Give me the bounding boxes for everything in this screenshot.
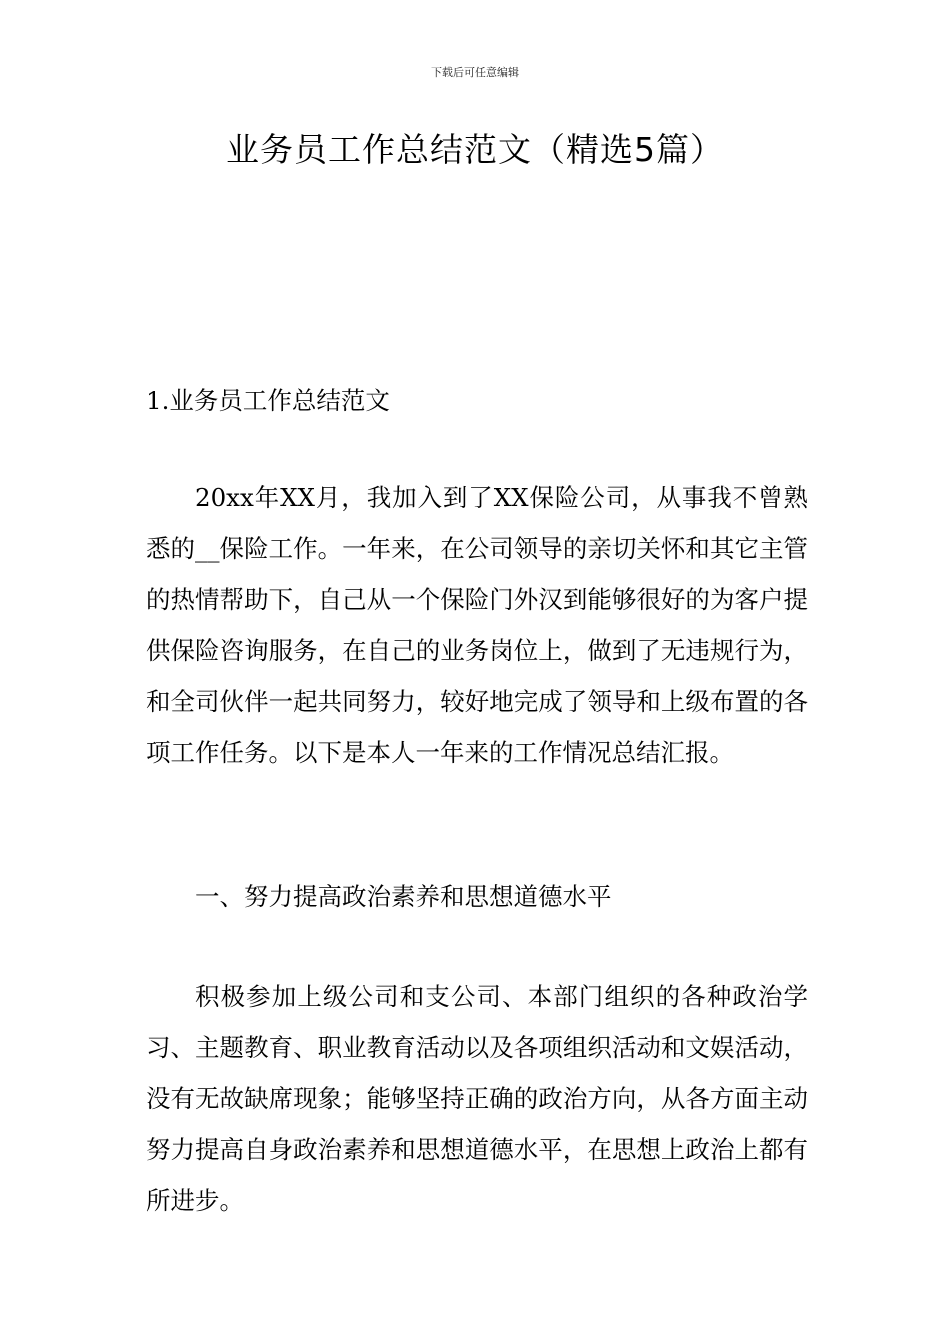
paragraph-politics: 积极参加上级公司和支公司、本部门组织的各种政治学习、主题教育、职业教育活动以及各项组织活动和文娱活动，没有无故缺席现象；能够坚持正确的政治方向，从各方面主动努力提高自身政治素养和思想道德水平，在思想上政治上都有所进步。 <box>146 982 808 1215</box>
document-title: 业务员工作总结范文（精选5篇） <box>226 130 724 169</box>
paragraph-intro: 20xx年XX月，我加入到了XX保险公司，从事我不曾熟悉的__保险工作。一年来，在公司领导的亲切关怀和其它主管的热情帮助下，自己从一个保险门外汉到能够很好的为客户提供保险咨询服务，在自己的业务岗位上，做到了无违规行为，和全司伙伴一起共同努力，较好地完成了领导和上级布置的各项工作任务。以下是本人一年来的工作情况总结汇报。 <box>146 483 808 767</box>
subheading-politics: 一、努力提高政治素养和思想道德水平 <box>195 882 612 911</box>
header-note: 下载后可任意编辑 <box>431 66 519 79</box>
section-title: 1.业务员工作总结范文 <box>146 386 390 415</box>
